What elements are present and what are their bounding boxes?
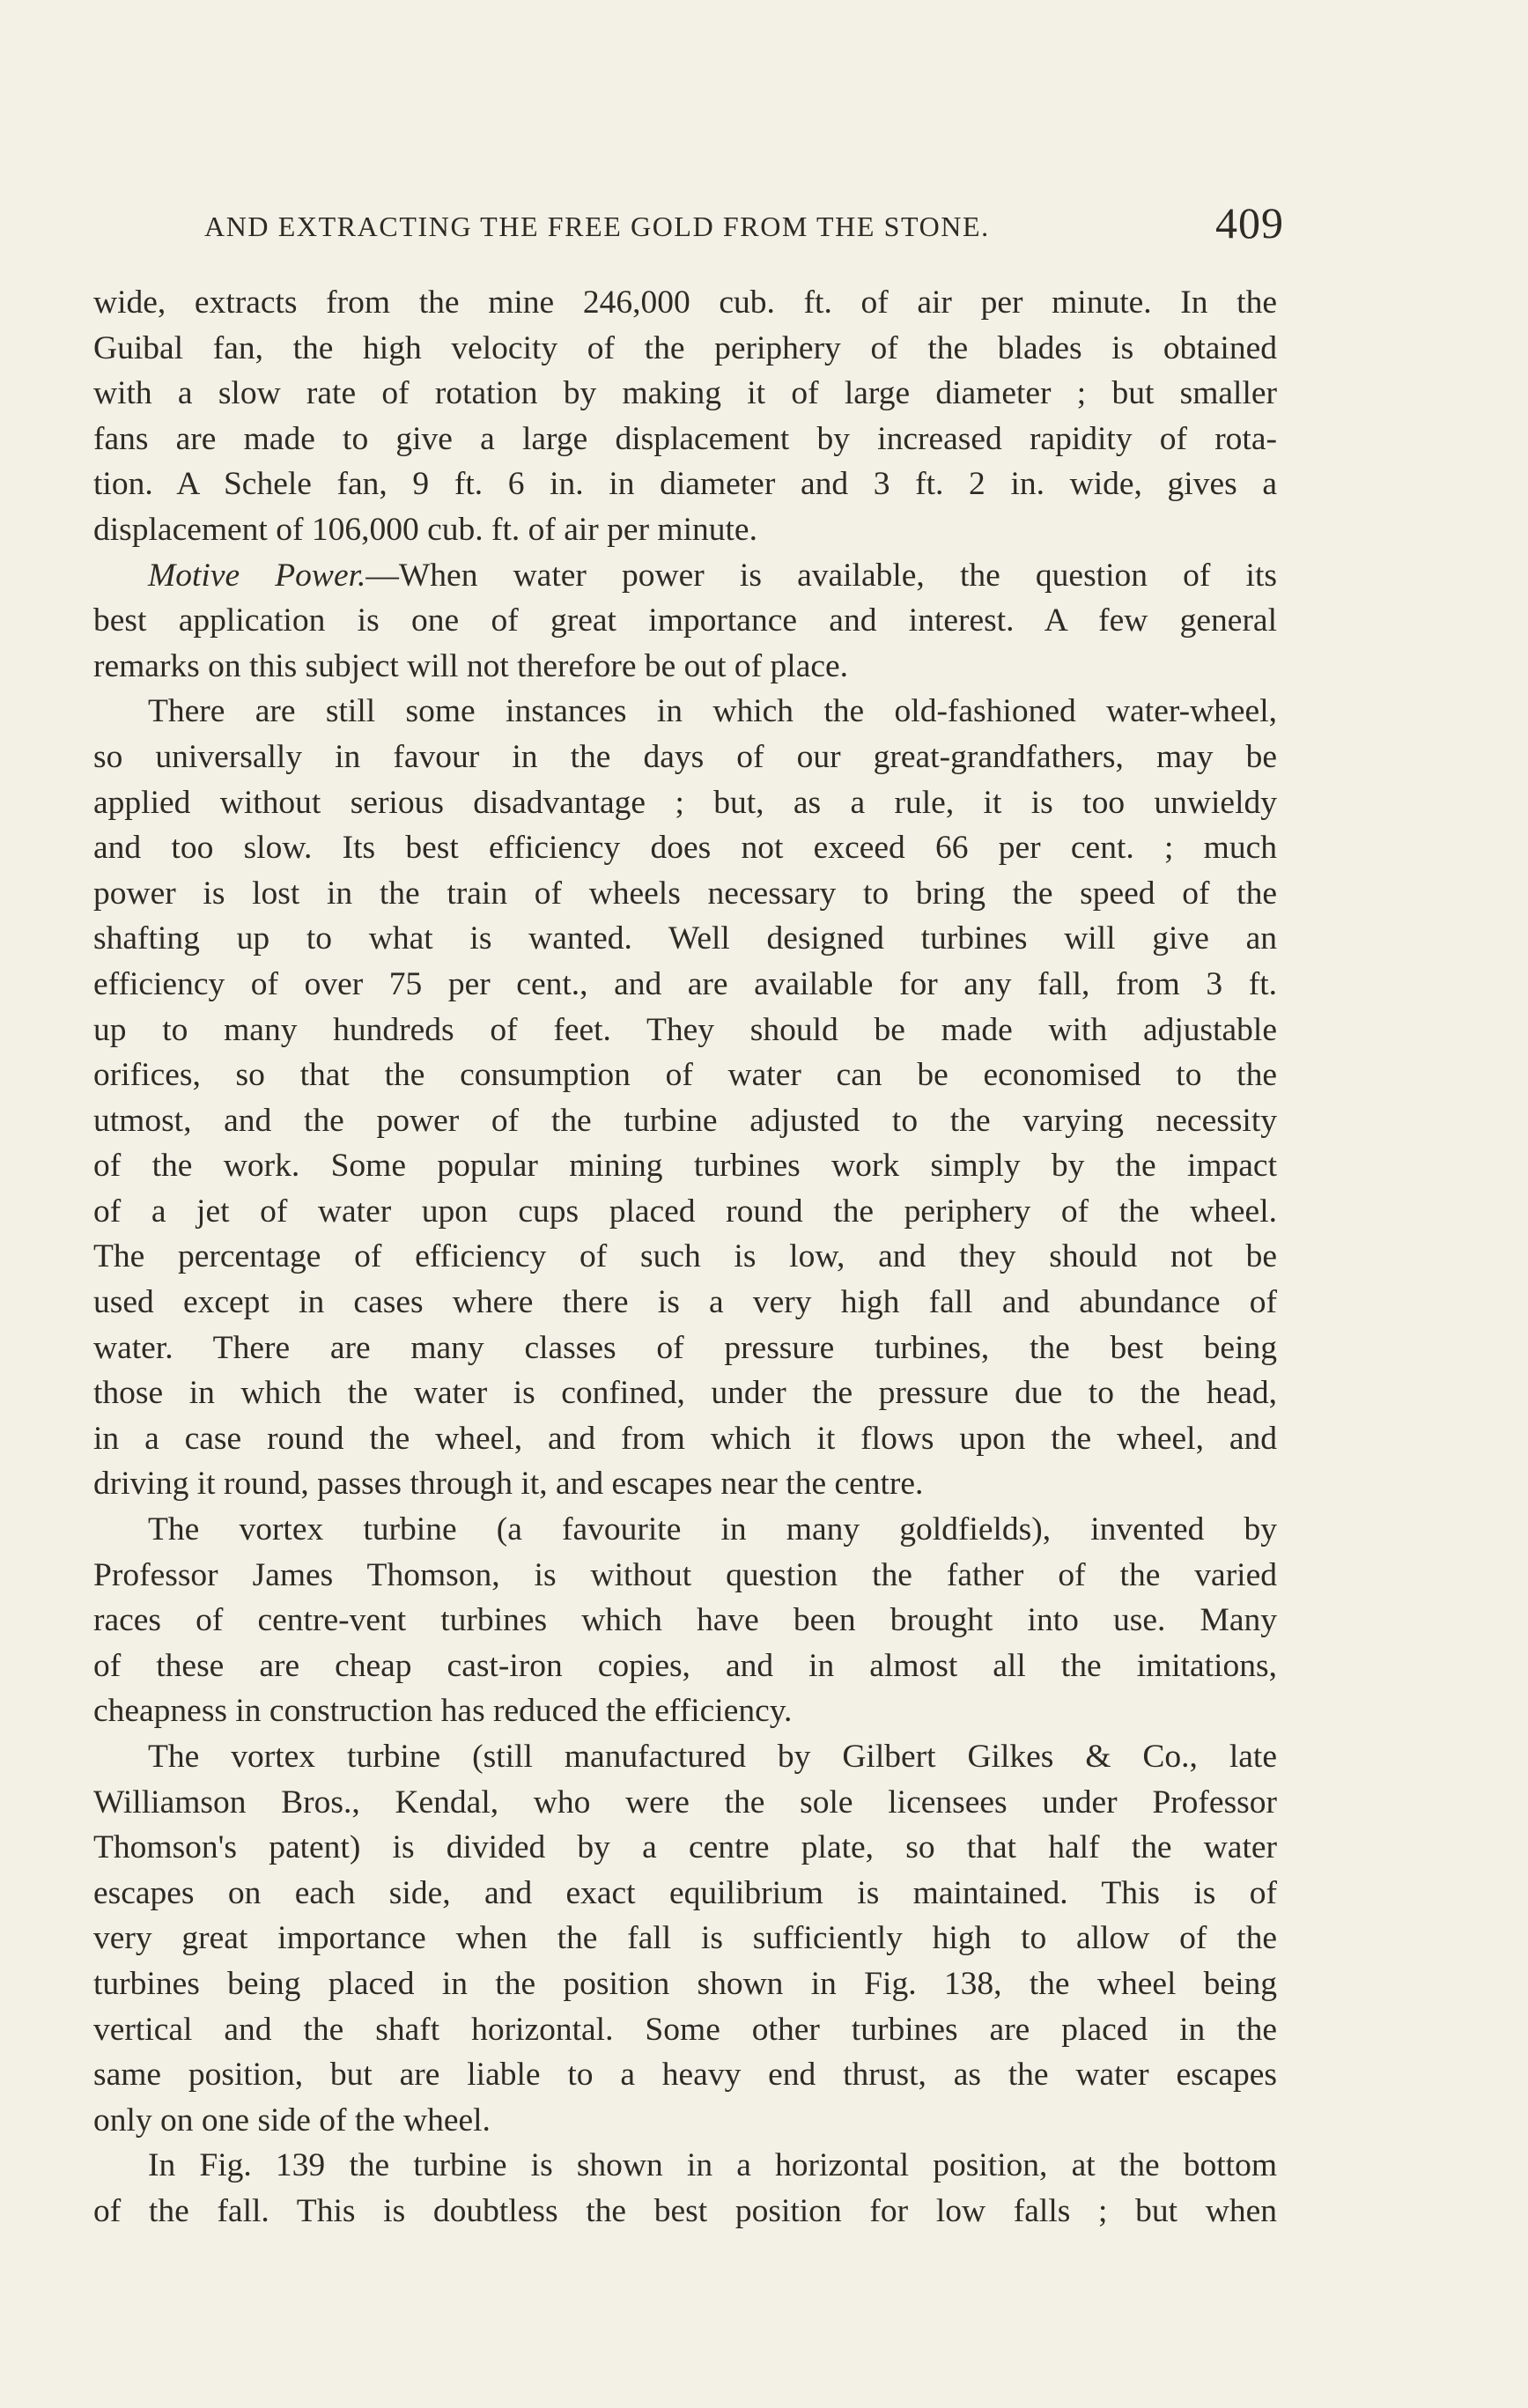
text-line: tion. A Schele fan, 9 ft. 6 in. in diameter and 3 ft. 2 in. wide, gives a (93, 466, 1277, 503)
text-line: The vortex turbine (still manufactured by Gilbert Gilkes & Co., late (148, 1739, 1277, 1775)
text-line: up to many hundreds of feet. They should be made with adjustable (93, 1011, 1277, 1048)
paragraph (93, 1507, 1277, 1734)
page-header (204, 198, 1284, 254)
text-line: those in which the water is confined, under the pressure due to the head, (93, 1375, 1277, 1412)
text-line: used except in cases where there is a very high fall and abundance of (93, 1284, 1277, 1321)
text-line: displacement of 106,000 cub. ft. of air per minute. (93, 511, 757, 548)
paragraph (93, 1734, 1277, 2143)
text-run: —When water power is available, the question of its (365, 557, 1277, 594)
text-line: Professor James Thomson, is without question the father of the varied (93, 1556, 1277, 1593)
text-line: and too slow. Its best efficiency does not exceed 66 per cent. ; much (93, 830, 1277, 867)
text-line: efficiency of over 75 per cent., and are available for any fall, from 3 ft. (93, 965, 1277, 1002)
text-line: best application is one of great importance and interest. A few general (93, 602, 1277, 639)
text-line: escapes on each side, and exact equilibrium is maintained. This is of (93, 1874, 1277, 1911)
text-line: cheapness in construction has reduced the efficiency. (93, 1693, 793, 1730)
text-line: turbines being placed in the position shown in Fig. 138, the wheel being (93, 1965, 1277, 2002)
text-line: The vortex turbine (a favourite in many goldfields), invented by (148, 1511, 1277, 1548)
text-line (93, 553, 1277, 599)
text-line: power is lost in the train of wheels necessary to bring the speed of the (93, 875, 1277, 912)
paragraph (93, 280, 1277, 553)
text-line: utmost, and the power of the turbine adjusted to the varying necessity (93, 1102, 1277, 1139)
paragraph (93, 2143, 1277, 2234)
text-line: of a jet of water upon cups placed round the periphery of the wheel. (93, 1193, 1277, 1230)
page-number: 409 (1215, 198, 1284, 247)
text-line: Thomson's patent) is divided by a centre plate, so that half the water (93, 1829, 1277, 1866)
text-line: Guibal fan, the high velocity of the periphery of the blades is obtained (93, 329, 1277, 366)
text-line: very great importance when the fall is sufficiently high to allow of the (93, 1920, 1277, 1957)
text-line: wide, extracts from the mine 246,000 cub. ft. of air per minute. In the (93, 284, 1277, 321)
paragraph (93, 689, 1277, 1507)
running-title: AND EXTRACTING THE FREE GOLD FROM THE STONE. (204, 211, 990, 242)
text-line: There are still some instances in which the old-fashioned water-wheel, (148, 693, 1277, 730)
text-line: of these are cheap cast-iron copies, and in almost all the imitations, (93, 1647, 1277, 1684)
text-line: vertical and the shaft horizontal. Some other turbines are placed in the (93, 2011, 1277, 2048)
text-line: only on one side of the wheel. (93, 2101, 491, 2138)
body-text (93, 280, 1277, 2234)
text-line: of the fall. This is doubtless the best position for low falls ; but when (93, 2192, 1277, 2229)
text-line: same position, but are liable to a heavy end thrust, as the water escapes (93, 2057, 1277, 2094)
text-line: so universally in favour in the days of our great-grandfathers, may be (93, 738, 1277, 775)
text-line: In Fig. 139 the turbine is shown in a horizontal position, at the bottom (148, 2147, 1277, 2184)
text-line: with a slow rate of rotation by making it of large diameter ; but smaller (93, 375, 1277, 412)
text-line: driving it round, passes through it, and escapes near the centre. (93, 1466, 924, 1503)
section-heading: Motive Power. (148, 557, 366, 594)
text-line: shafting up to what is wanted. Well designed turbines will give an (93, 920, 1277, 957)
text-line: water. There are many classes of pressure turbines, the best being (93, 1329, 1277, 1366)
paragraph (93, 553, 1277, 690)
text-line: The percentage of efficiency of such is low, and they should not be (93, 1238, 1277, 1275)
text-line: applied without serious disadvantage ; but, as a rule, it is too unwieldy (93, 784, 1277, 821)
text-line: orifices, so that the consumption of water can be economised to the (93, 1057, 1277, 1094)
text-line: of the work. Some popular mining turbines work simply by the impact (93, 1148, 1277, 1185)
text-line: races of centre-vent turbines which have been brought into use. Many (93, 1602, 1277, 1639)
text-line: remarks on this subject will not therefore be out of place. (93, 647, 849, 684)
text-line: fans are made to give a large displacement by increased rapidity of rota- (93, 420, 1277, 457)
text-line: Williamson Bros., Kendal, who were the sole licensees under Professor (93, 1784, 1277, 1821)
text-line: in a case round the wheel, and from which it flows upon the wheel, and (93, 1420, 1277, 1457)
